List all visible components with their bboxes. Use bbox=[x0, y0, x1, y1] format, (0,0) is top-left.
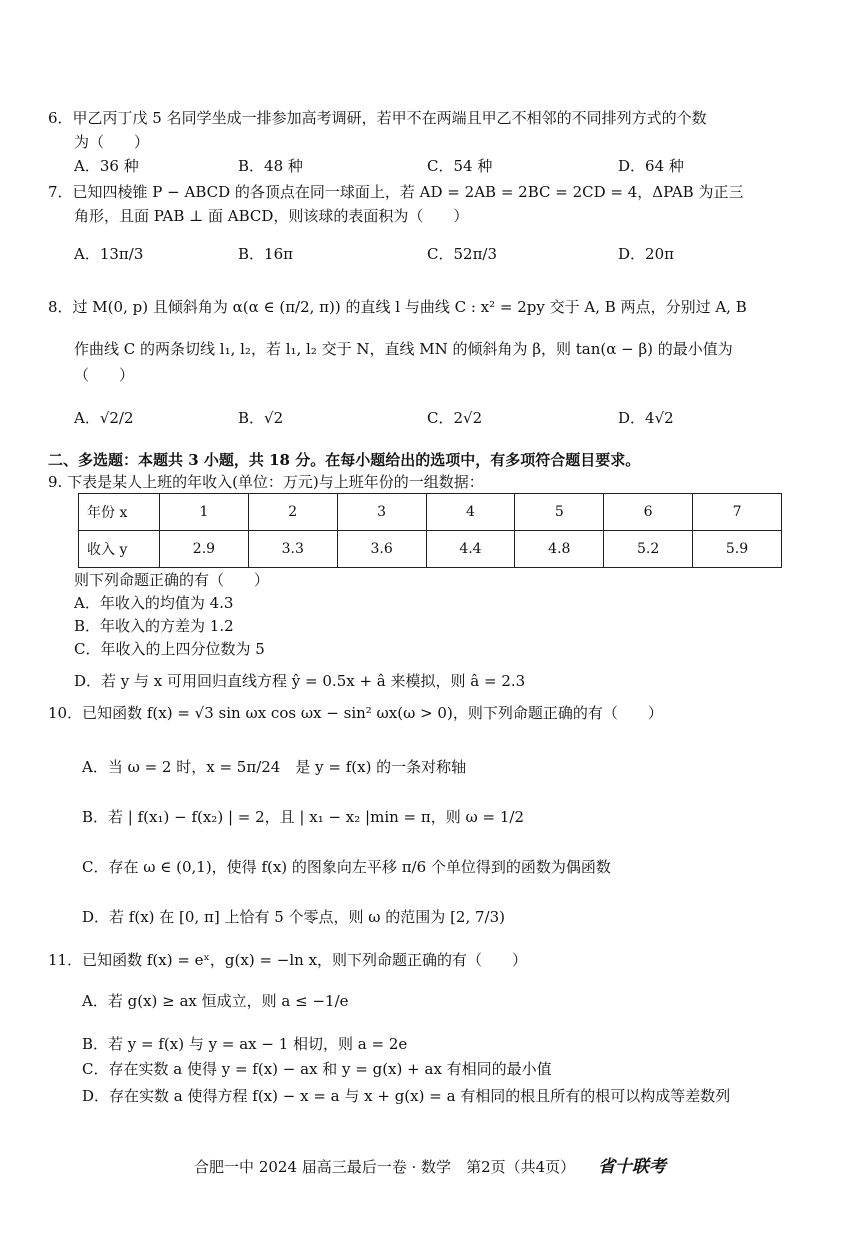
q11-option-c: C．存在实数 a 使得 y = f(x) − ax 和 y = g(x) + ax 有相同的最小值 bbox=[82, 1060, 552, 1078]
q7-option-d: D．20π bbox=[618, 245, 674, 263]
table-row bbox=[79, 531, 782, 568]
table-cell: 6 bbox=[604, 494, 693, 531]
table-cell: 5.2 bbox=[604, 531, 693, 568]
table-cell: 4.4 bbox=[426, 531, 515, 568]
q7-stem-line2: 角形，且面 PAB ⊥ 面 ABCD，则该球的表面积为（ ） bbox=[74, 207, 469, 225]
table-cell: 2 bbox=[248, 494, 337, 531]
q10-option-b: B．若 | f(x₁) − f(x₂) | = 2，且 | x₁ − x₂ |min = π，则 ω = 1/2 bbox=[82, 808, 524, 826]
q11-stem: 11．已知函数 f(x) = eˣ，g(x) = −ln x，则下列命题正确的有（ ） bbox=[48, 951, 528, 969]
q8-stem-line3: （ ） bbox=[74, 366, 135, 384]
q8-stem-line2: 作曲线 C 的两条切线 l₁, l₂，若 l₁, l₂ 交于 N，直线 MN 的倾斜角为 β，则 tan(α − β) 的最小值为 bbox=[74, 340, 733, 358]
q8-stem-line1: 8．过 M(0, p) 且倾斜角为 α(α ∈ (π/2, π)) 的直线 l 与曲线 C : x² = 2py 交于 A, B 两点，分别过 A, B bbox=[48, 298, 747, 316]
q8-option-b: B．√2 bbox=[238, 409, 284, 427]
table-cell: 2.9 bbox=[160, 531, 249, 568]
q9-prompt: 则下列命题正确的有（ ） bbox=[74, 571, 270, 589]
q9-stem: 9. 下表是某人上班的年收入(单位：万元)与上班年份的一组数据： bbox=[48, 473, 484, 491]
q7-option-b: B．16π bbox=[238, 245, 293, 263]
table-cell: 5 bbox=[515, 494, 604, 531]
q8-option-c: C．2√2 bbox=[427, 409, 483, 427]
q6-option-c: C．54 种 bbox=[427, 157, 493, 175]
q10-stem: 10．已知函数 f(x) = √3 sin ωx cos ωx − sin² ωx(ω > 0)，则下列命题正确的有（ ） bbox=[48, 704, 663, 722]
q11-option-b: B．若 y = f(x) 与 y = ax − 1 相切，则 a = 2e bbox=[82, 1035, 408, 1053]
table-cell: 3.3 bbox=[248, 531, 337, 568]
table-row-header-income: 收入 y bbox=[79, 531, 160, 568]
table-cell: 3.6 bbox=[337, 531, 426, 568]
table-cell: 3 bbox=[337, 494, 426, 531]
q10-option-a: A．当 ω = 2 时，x = 5π/24 是 y = f(x) 的一条对称轴 bbox=[82, 758, 467, 776]
exam-stamp: 省十联考 bbox=[597, 1157, 666, 1177]
table-row-header-year: 年份 x bbox=[79, 494, 160, 531]
q6-option-b: B．48 种 bbox=[238, 157, 303, 175]
q10-option-c: C．存在 ω ∈ (0,1)，使得 f(x) 的图象向左平移 π/6 个单位得到的函数为偶函数 bbox=[82, 858, 611, 876]
q6-stem-line2: 为（ ） bbox=[74, 133, 150, 151]
q10-option-d: D．若 f(x) 在 [0, π] 上恰有 5 个零点，则 ω 的范围为 [2, 7/3) bbox=[82, 908, 505, 926]
q8-option-a: A．√2/2 bbox=[74, 409, 134, 427]
q9-option-a: A．年收入的均值为 4.3 bbox=[74, 594, 234, 612]
table-cell: 7 bbox=[693, 494, 782, 531]
q11-option-a: A．若 g(x) ≥ ax 恒成立，则 a ≤ −1/e bbox=[82, 992, 349, 1010]
q11-option-d: D．存在实数 a 使得方程 f(x) − x = a 与 x + g(x) = a 有相同的根且所有的根可以构成等差数列 bbox=[82, 1087, 731, 1105]
q9-option-d: D．若 y 与 x 可用回归直线方程 ŷ = 0.5x + â 来模拟，则 â = 2.3 bbox=[74, 672, 526, 690]
q8-option-d: D．4√2 bbox=[618, 409, 674, 427]
table-cell: 1 bbox=[160, 494, 249, 531]
q7-stem-line1: 7．已知四棱锥 P − ABCD 的各顶点在同一球面上，若 AD = 2AB = 2BC = 2CD = 4，ΔPAB 为正三 bbox=[48, 183, 744, 201]
table-row bbox=[79, 494, 782, 531]
q9-data-table bbox=[78, 493, 782, 568]
table-cell: 4 bbox=[426, 494, 515, 531]
q6-option-d: D．64 种 bbox=[618, 157, 684, 175]
q7-option-a: A．13π/3 bbox=[74, 245, 144, 263]
page-footer bbox=[0, 1152, 860, 1177]
q6-option-a: A．36 种 bbox=[74, 157, 139, 175]
section-heading-multiple-choice: 二、多选题：本题共 3 小题，共 18 分。在每小题给出的选项中，有多项符合题目要求。 bbox=[48, 451, 641, 469]
q9-option-c: C．年收入的上四分位数为 5 bbox=[74, 640, 265, 658]
q7-option-c: C．52π/3 bbox=[427, 245, 498, 263]
table-cell: 5.9 bbox=[693, 531, 782, 568]
table-cell: 4.8 bbox=[515, 531, 604, 568]
q9-option-b: B．年收入的方差为 1.2 bbox=[74, 617, 234, 635]
q6-stem-line1: 6．甲乙丙丁戊 5 名同学坐成一排参加高考调研，若甲不在两端且甲乙不相邻的不同排列方式的个数 bbox=[48, 109, 707, 127]
footer-text: 合肥一中 2024 届高三最后一卷 · 数学 第2页（共4页） bbox=[194, 1158, 576, 1176]
